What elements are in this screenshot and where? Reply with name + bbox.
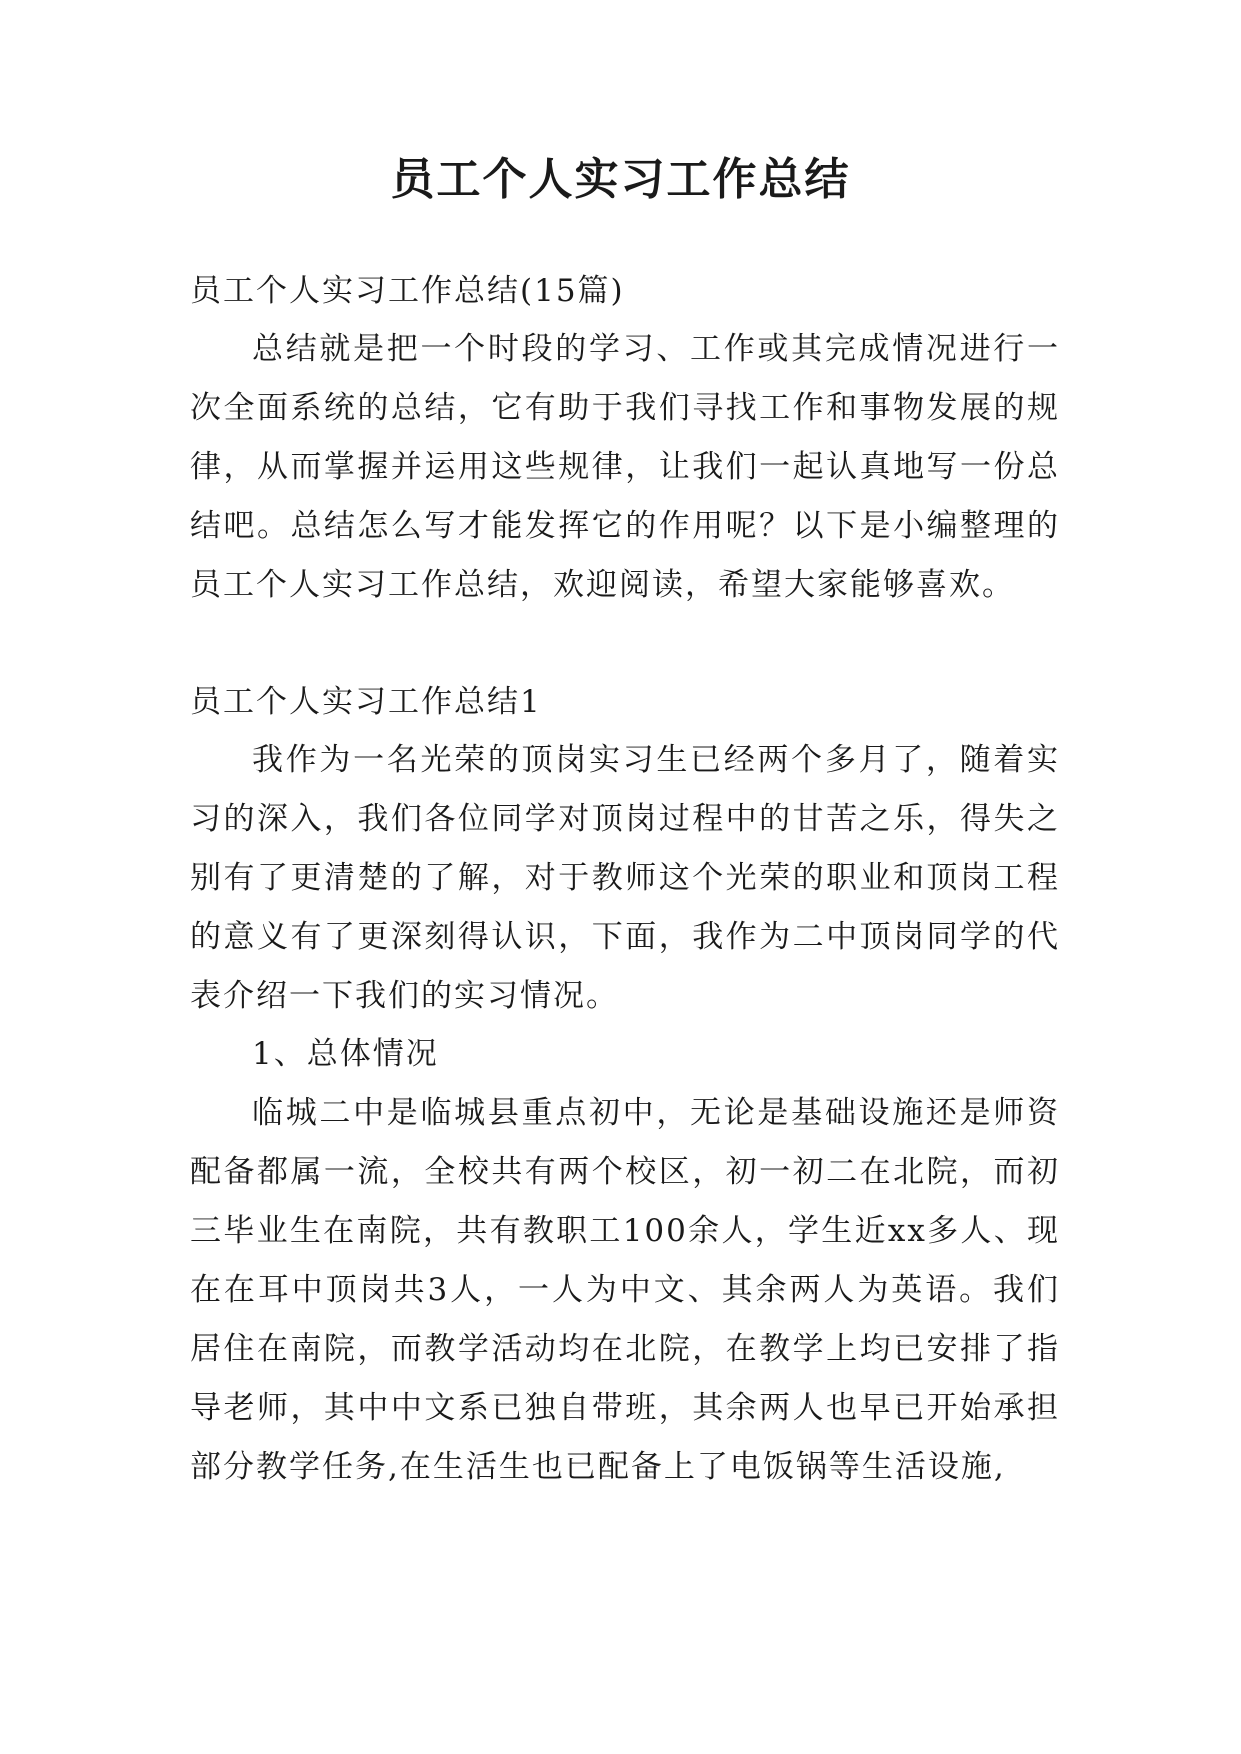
section-subheading: 1、总体情况 <box>252 1036 439 1072</box>
document-title: 员工个人实习工作总结 <box>390 154 851 205</box>
section-paragraph-2: 临城二中是临城县重点初中，无论是基础设施还是师资配备都属一流，全校共有两个校区，初一初二在北院，而初三毕业生在南院，共有教职工100余人，学生近xx多人、现在在耳中顶岗共3人，一人为中文、其余两人为英语。我们居住在南院，而教学活动均在北院，在教学上均已安排了指导老师，其中中文系已独自带班，其余两人也早已开始承担部分教学任务,在生活生也已配备上了电饭锅等生活设施, <box>190 1095 1060 1485</box>
document-subtitle: 员工个人实习工作总结(15篇) <box>190 273 625 309</box>
section-heading: 员工个人实习工作总结1 <box>190 684 542 720</box>
intro-paragraph: 总结就是把一个时段的学习、工作或其完成情况进行一次全面系统的总结，它有助于我们寻找工作和事物发展的规律，从而掌握并运用这些规律，让我们一起认真地写一份总结吧。总结怎么写才能发挥它的作用呢？以下是小编整理的员工个人实习工作总结，欢迎阅读，希望大家能够喜欢。 <box>190 331 1060 603</box>
section-paragraph-1: 我作为一名光荣的顶岗实习生已经两个多月了，随着实习的深入，我们各位同学对顶岗过程中的甘苦之乐，得失之别有了更清楚的了解，对于教师这个光荣的职业和顶岗工程的意义有了更深刻得认识，下面，我作为二中顶岗同学的代表介绍一下我们的实习情况。 <box>190 742 1060 1014</box>
